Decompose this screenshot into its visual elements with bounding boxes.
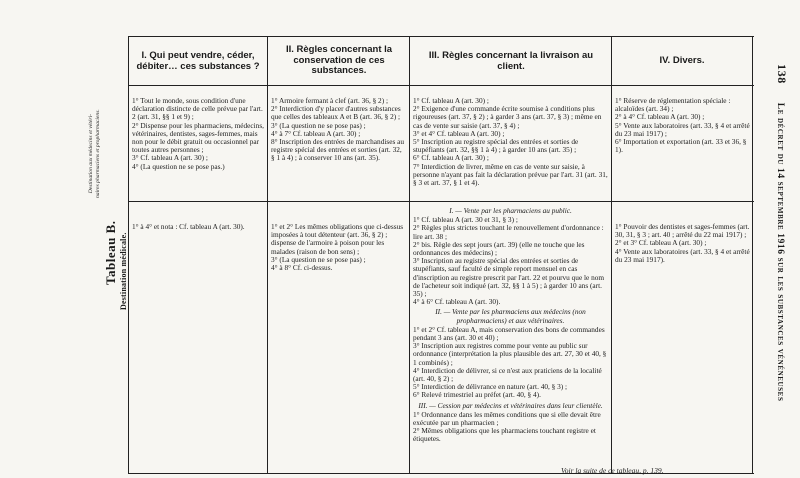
list-item: 6° Cf. tableau A (art. 30) ; [413, 153, 489, 163]
list-item: 6° Importation et exportation (art. 33 et 36, § 1). [615, 137, 747, 155]
list-item: 2° Dispense pour les pharmaciens, médecins, vétérinaires, dentistes, sages-femmes, mais non pour le débit gratuit ou occasionnel par toutes autres personnes ; [132, 120, 264, 155]
header-col2: II. Règles concernant la conservation de ces substances. [285, 45, 393, 76]
list-item: 4° à 7° Cf. tableau A (art. 30) ; [271, 128, 361, 138]
list-item: 2° Règles plus strictes touchant le renouvellement d'ordonnance : lire art. 38 ; [413, 223, 604, 241]
list-item: 5° Vente aux laboratoires (art. 33, § 4 et arrêté du 23 mai 1917) ; [615, 120, 750, 138]
list-item: 2° à 4° Cf. tableau A (art. 30) ; [615, 112, 705, 122]
column-rule [752, 37, 753, 473]
list-item: 2° Mêmes obligations que les pharmaciens touchant registre et étiquetes. [413, 426, 596, 444]
list-item: 1° Armoire fermant à clef (art. 36, § 2) ; [271, 97, 388, 105]
row1-col3 [413, 97, 608, 199]
column-rule [128, 37, 129, 473]
list-item: 3° (La question ne se pose pas) ; [271, 254, 366, 264]
list-item: 2° bis. Règle des sept jours (art. 39) (elle ne touche que les ordonnances des médecins) ; [413, 239, 585, 258]
list-item: 4° à 6° Cf. tableau A (art. 30). [413, 297, 501, 307]
list-item: 1° Ordonnance dans les mêmes conditions que si elle devait être exécutée par un pharmacien ; [413, 409, 601, 428]
list-item: 4° (La question ne se pose pas.) [132, 161, 225, 171]
row2-label: Destination médicale. [119, 232, 128, 310]
column-rule [611, 37, 612, 473]
row1-col2 [271, 97, 406, 197]
header-col4: IV. Divers. [659, 56, 705, 66]
running-head-text: Le décret du 14 septembre 1916 sur les substances vénéneuses [775, 102, 785, 402]
list-item: 2° Interdiction d'y placer d'autres substances que celles des tableaux A et B (art. 36, § 2) ; [271, 104, 401, 122]
list-item: 4° Interdiction de délivrer, si ce n'est aux praticiens de la localité (art. 40, § 2) ; [413, 365, 602, 384]
header-col3: III. Règles concernant la livraison au client. [428, 51, 594, 72]
list-item: 5° Interdiction de délivrance en nature (art. 40, § 3) ; [413, 382, 568, 392]
table-title: Tableau B. [103, 220, 118, 285]
list-item: 1° Cf. tableau A (art. 30 et 31, § 3) ; [413, 215, 518, 225]
list-item: 3° Cf. tableau A (art. 30) ; [132, 153, 208, 163]
column-rule [267, 37, 268, 473]
list-item: 6° Relevé trimestriel au préfet (art. 40, § 4). [413, 390, 541, 400]
list-item: 3° et 4° Cf. tableau A (art. 30) ; [413, 128, 505, 138]
list-item: 5° Inscription au registre spécial des entrées et sorties de stupéfiants (art. 32, §§ 1 à 4) ; à garder 10 ans (art. 35) ; [413, 137, 579, 155]
row1-label-line2: naires pharmaciens et propharmaciens. [95, 109, 101, 198]
list-item: 1° Tout le monde, sous condition d'une déclaration distincte de celle prévue par l'art. 2 (art. 31, §§ 1 et 9) ; [132, 97, 263, 122]
row2-col1 [132, 223, 265, 231]
list-item: 4° à 8° Cf. ci-dessus. [271, 263, 333, 273]
list-item: 1° et 2° Cf. tableau A, mais conservation des bons de commandes pendant 3 ans (art. 30 et 40) ; [413, 324, 605, 343]
row2-col2 [271, 223, 406, 272]
section-title: I. — Vente par les pharmaciens au public. [449, 206, 572, 215]
row2-col3 [413, 205, 608, 469]
list-item: 1° à 4° et nota : Cf. tableau A (art. 30). [132, 223, 245, 231]
list-item: 2° Exigence d'une commande écrite soumise à conditions plus rigoureuses (art. 37, § 2) ; à garder 3 ans (art. 37, § 3) ; même en cas de vente sur saisie (art. 37, § 4) ; [413, 104, 602, 130]
row1-label [88, 109, 102, 198]
row-rule [128, 85, 754, 86]
page-number: 138 [775, 64, 789, 84]
row1-col4 [615, 97, 750, 197]
continuation-note: Voir la suite de ce tableau, p. 139. [561, 466, 664, 475]
running-head [774, 64, 789, 401]
column-rule [409, 37, 410, 473]
list-item: 4° Vente aux laboratoires (art. 33, § 4 et arrêté du 23 mai 1917). [615, 246, 750, 264]
list-item: 1° Pouvoir des dentistes et sages-femmes (art. 30, 31, § 3 ; art. 40 ; arrêté du 22 mai 1917) ; [615, 223, 750, 240]
row1-col1 [132, 97, 265, 197]
row1-label-line1: Destination aux médecins et vétéri- [88, 114, 94, 194]
list-item: 3° Inscription aux registres comme pour vente au public sur ordonnance (interprétation la plus plausible des art. 27, 30 et 40, § 1 combinés) ; [413, 341, 607, 367]
list-item: 2° et 3° Cf. tableau A (art. 30) ; [615, 238, 707, 248]
section-title: II. — Vente par les pharmaciens aux médecins (non propharmaciens) et aux vétérinaires. [435, 307, 586, 325]
row2-col4 [615, 223, 750, 264]
list-item: 7° Interdiction de livrer, même en cas de vente sur saisie, à personne n'ayant pas fait la déclaration prévue par l'art. 31 (art. 31, § 3 et art. 37, § 1 et 4). [413, 161, 608, 188]
table [128, 36, 754, 474]
list-item: 1° et 2° Les mêmes obligations que ci-dessus imposées à tout détenteur (art. 36, § 2) ; dispense de l'armoire à poison pour les malades (raison de bon sens) ; [271, 223, 404, 256]
section-title: III. — Cession par médecins et vétérinaires dans leur clientèle. [418, 400, 603, 410]
row-rule [128, 201, 754, 202]
list-item: 1° Cf. tableau A (art. 30) ; [413, 97, 489, 105]
list-item: 8° Inscription des entrées de marchandises au registre spécial des entrées et sorties (art. 32, § 1 à 4) ; à conserver 10 ans (art. 35). [271, 137, 405, 163]
list-item: 3° (La question ne se pose pas) ; [271, 120, 366, 130]
list-item: 1° Réserve de réglementation spéciale : alcaloïdes (art. 34) ; [615, 97, 731, 114]
header-col1: I. Qui peut vendre, céder, débiter… ces substances ? [136, 51, 260, 72]
list-item: 3° Inscription au registre spécial des entrées et sorties de stupéfiants, sauf faculté de simple report mensuel en cas d'inscription au registre prescrit par l'art. 22 et pourvu que le nom de l'acheteur soit indiqué (art. 32, §§ 1 à 5) ; à garder 10 ans (art. 35) ; [413, 256, 605, 299]
